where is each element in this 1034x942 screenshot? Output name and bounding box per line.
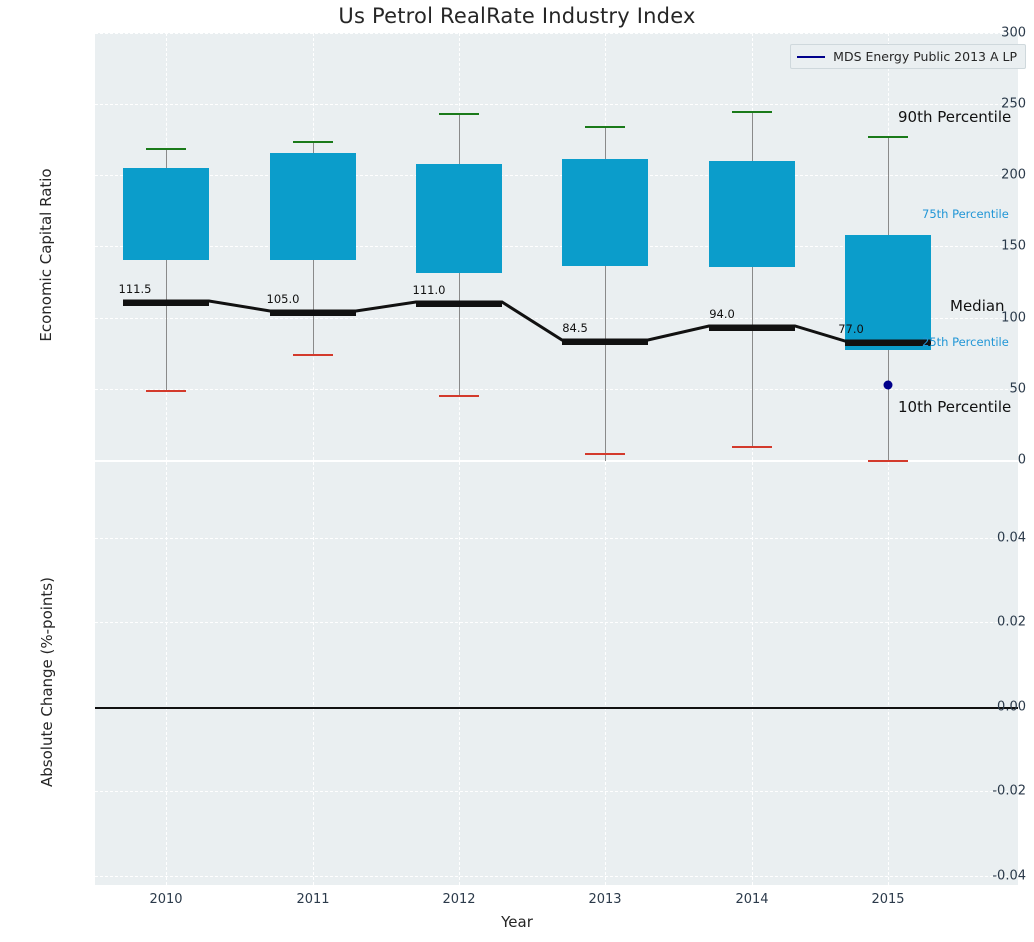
median-bar-2012 xyxy=(416,302,502,307)
whisker-cap-bottom-2010 xyxy=(146,390,186,392)
ytick-bottom-0.04: 0.04 xyxy=(997,530,1026,546)
median-bar-2011 xyxy=(270,311,356,316)
gridline-x-bottom-2013 xyxy=(605,462,606,885)
annotation-90th-percentile: 90th Percentile xyxy=(898,108,1012,126)
page-title: Us Petrol RealRate Industry Index xyxy=(338,4,696,28)
gridline-y-50 xyxy=(95,389,1018,390)
gridline-y-300 xyxy=(95,33,1018,34)
ytick-top-200: 200 xyxy=(1001,167,1026,183)
ytick-bottom-0.00: 0.00 xyxy=(997,699,1026,715)
whisker-cap-top-2011 xyxy=(293,141,333,143)
ytick-top-150: 150 xyxy=(1001,238,1026,254)
ytick-top-300: 300 xyxy=(1001,25,1026,41)
annotation-10th-percentile: 10th Percentile xyxy=(898,398,1012,416)
gridline-y-200 xyxy=(95,175,1018,176)
whisker-cap-top-2013 xyxy=(585,126,625,128)
gridline-x-bottom-2011 xyxy=(313,462,314,885)
box-2011 xyxy=(270,153,356,260)
median-value-2012: 111.0 xyxy=(412,283,446,297)
xtick-2015: 2015 xyxy=(871,892,905,907)
whisker-cap-bottom-2011 xyxy=(293,354,333,356)
gridline-x-bottom-2010 xyxy=(166,462,167,885)
top-panel-plot-area xyxy=(95,33,1018,460)
median-bar-2010 xyxy=(123,301,209,306)
gridline-y-0.02 xyxy=(95,622,1018,623)
box-2013 xyxy=(562,159,648,266)
box-2012 xyxy=(416,164,502,273)
box-2010 xyxy=(123,168,209,260)
ytick-top-100: 100 xyxy=(1001,310,1026,326)
gridline-y--0.04 xyxy=(95,876,1018,877)
annotation-25th-percentile: 25th Percentile xyxy=(922,335,1009,349)
box-2014 xyxy=(709,161,795,267)
gridline-y-0.04 xyxy=(95,538,1018,539)
legend[interactable] xyxy=(790,44,1026,69)
ytick-top-250: 250 xyxy=(1001,96,1026,112)
series-point-mds-energy-2015 xyxy=(884,381,893,390)
median-value-2011: 105.0 xyxy=(266,292,300,306)
y-axis-label-bottom: Absolute Change (%-points) xyxy=(38,577,56,787)
median-value-2013: 84.5 xyxy=(562,321,588,335)
median-value-2014: 94.0 xyxy=(709,307,735,321)
ytick-bottom--0.02: -0.02 xyxy=(992,783,1026,799)
gridline-x-bottom-2012 xyxy=(459,462,460,885)
xtick-2013: 2013 xyxy=(588,892,622,907)
gridline-x-bottom-2015 xyxy=(888,462,889,885)
xtick-2014: 2014 xyxy=(735,892,769,907)
legend-label-mds-energy: MDS Energy Public 2013 A LP xyxy=(833,49,1017,64)
annotation-median: Median xyxy=(950,297,1005,315)
xtick-2012: 2012 xyxy=(442,892,476,907)
zero-reference-line xyxy=(95,707,1018,709)
xtick-2010: 2010 xyxy=(149,892,183,907)
x-axis-label: Year xyxy=(501,913,533,931)
ytick-bottom--0.04: -0.04 xyxy=(992,868,1026,884)
xtick-2011: 2011 xyxy=(296,892,330,907)
gridline-y--0.02 xyxy=(95,791,1018,792)
median-bar-2015 xyxy=(845,341,931,346)
gridline-x-bottom-2014 xyxy=(752,462,753,885)
ytick-bottom-0.02: 0.02 xyxy=(997,614,1026,630)
whisker-cap-top-2012 xyxy=(439,113,479,115)
whisker-cap-top-2010 xyxy=(146,148,186,150)
bottom-panel-plot-area xyxy=(95,462,1018,885)
whisker-cap-bottom-2012 xyxy=(439,395,479,397)
annotation-75th-percentile: 75th Percentile xyxy=(922,207,1009,221)
whisker-cap-bottom-2014 xyxy=(732,446,772,448)
ytick-top-0: 0 xyxy=(1017,452,1026,468)
median-value-2015: 77.0 xyxy=(838,322,864,336)
legend-swatch-mds-energy xyxy=(797,56,825,58)
whisker-cap-top-2015 xyxy=(868,136,908,138)
median-bar-2013 xyxy=(562,340,648,345)
ytick-top-50: 50 xyxy=(1009,381,1026,397)
median-bar-2014 xyxy=(709,326,795,331)
whisker-cap-bottom-2013 xyxy=(585,453,625,455)
y-axis-label-top: Economic Capital Ratio xyxy=(37,168,55,342)
median-value-2010: 111.5 xyxy=(118,282,152,296)
whisker-cap-top-2014 xyxy=(732,111,772,113)
gridline-y-250 xyxy=(95,104,1018,105)
